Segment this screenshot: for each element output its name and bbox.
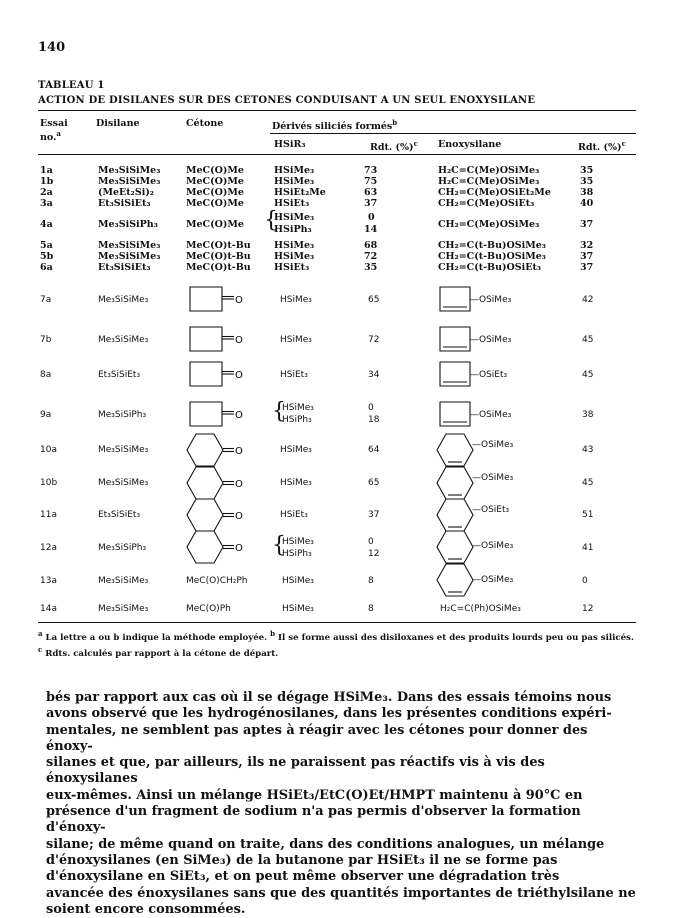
essai-cell: 6a xyxy=(40,262,53,273)
disilane-cell: Me₃SiSiMe₃ xyxy=(98,335,149,345)
hsir3-cell: HSiMe₃ xyxy=(274,251,315,262)
rdt2-cell: 51 xyxy=(582,510,594,520)
disilane-cell: Et₃SiSiEt₃ xyxy=(98,262,151,273)
header-hsir3: HSiR₃ xyxy=(274,139,306,150)
cetone-cell: MeC(O)t-Bu xyxy=(186,251,251,262)
enoxy-group-cell: —OSiMe₃ xyxy=(470,335,512,345)
disilane-cell: Me₃SiSiPh₃ xyxy=(98,219,158,230)
hsir3-cell: HSiEt₃ xyxy=(280,510,308,520)
rdt2-cell: 43 xyxy=(582,445,594,455)
rdt2-cell: 32 xyxy=(580,240,594,251)
body-line: silanes et que, par ailleurs, ils ne paraissent pas réactifs vis à vis des énoxysilanes xyxy=(46,755,545,787)
cyclopentanone-structure xyxy=(184,396,264,432)
essai-cell: 3a xyxy=(40,198,53,209)
rdt1-cell: 37 xyxy=(368,510,380,520)
rdt2-cell: 37 xyxy=(580,262,594,273)
ketone-oxygen: O xyxy=(235,295,243,306)
disilane-cell: Me₃SiSiMe₃ xyxy=(98,445,149,455)
rdt1-cell: 73 xyxy=(364,165,378,176)
ketone-oxygen: O xyxy=(235,479,243,490)
rdt2-cell: 37 xyxy=(580,251,594,262)
essai-cell: 2a xyxy=(40,187,53,198)
disilane-cell: Et₃SiSiEt₃ xyxy=(98,198,151,209)
hsir3-cell: HSiEt₃ xyxy=(280,370,308,380)
rdt1-cell: 65 xyxy=(368,478,380,488)
cetone-cell: MeC(O)t-Bu xyxy=(186,240,251,251)
hsir3-cell: HSiEt₃ xyxy=(274,262,310,273)
rdt2-cell: 45 xyxy=(582,370,594,380)
hsir3-cell: HSiEt₃ xyxy=(274,198,310,209)
rdt1-cell: 0 xyxy=(368,212,375,223)
header-rdt2: Rdt. (%)$^c$ xyxy=(578,139,626,154)
disilane-cell: Me₃SiSiPh₃ xyxy=(98,543,147,553)
rdt2-cell: 12 xyxy=(582,604,594,614)
enoxy-cell: H₂C=C(Ph)OSiMe₃ xyxy=(440,604,521,614)
body-line: d'énoxysilanes (en SiMe₃) de la butanone par HSiEt₃ il ne se forme pas xyxy=(46,852,558,868)
header-subrule xyxy=(270,133,636,134)
hsir3-cell: HSiMe₃ xyxy=(274,212,315,223)
ketone-oxygen: O xyxy=(235,446,243,457)
enoxy-cell: CH₂=C(t-Bu)OSiMe₃ xyxy=(438,240,546,251)
rdt2-cell: 35 xyxy=(580,165,594,176)
enoxy-group-cell: —OSiMe₃ xyxy=(472,440,514,450)
cetone-cell: MeC(O)Me xyxy=(186,198,244,209)
disilane-cell: Me₃SiSiMe₃ xyxy=(98,604,149,614)
cetone-cell: MeC(O)Me xyxy=(186,176,244,187)
header-cetone: Cétone xyxy=(186,118,224,129)
rdt1-cell: 0 xyxy=(368,537,374,547)
ketone-oxygen: O xyxy=(235,410,243,421)
rdt2-cell: 42 xyxy=(582,295,594,305)
ketone-oxygen: O xyxy=(235,335,243,346)
ketone-oxygen: O xyxy=(235,511,243,522)
disilane-cell: Et₃SiSiEt₃ xyxy=(98,370,141,380)
rdt2-cell: 41 xyxy=(582,543,594,553)
disilane-cell: Me₃SiSiMe₃ xyxy=(98,165,161,176)
rdt1-cell: 72 xyxy=(364,251,378,262)
rdt1-cell: 37 xyxy=(364,198,378,209)
essai-cell: 4a xyxy=(40,219,53,230)
header-essai-no: no.$^a$ xyxy=(40,129,61,144)
essai-cell: 5b xyxy=(40,251,54,262)
rdt1-cell: 68 xyxy=(364,240,378,251)
body-line: mentales, ne semblent pas aptes à réagir avec les cétones pour donner des énoxy- xyxy=(46,722,588,754)
body-line: d'énoxysilane en SiEt₃, et on peut même observer une dégradation très xyxy=(46,869,560,885)
rdt1-cell: 8 xyxy=(368,576,374,586)
rdt1-cell: 72 xyxy=(368,335,380,345)
ketone-oxygen: O xyxy=(235,370,243,381)
table-title: ACTION DE DISILANES SUR DES CETONES CONDUISANT A UN SEUL ENOXYSILANE xyxy=(38,95,536,106)
hsir3-cell: HSiMe₃ xyxy=(274,165,315,176)
rdt1-cell: 35 xyxy=(364,262,378,273)
cyclopentanone-structure xyxy=(184,321,264,357)
rdt2-cell: 38 xyxy=(580,187,594,198)
table-footnotes: $^a$ La lettre a ou b indique la méthode employée. $^b$ Il se forme aussi des disiloxanes et des produits lourds peu ou pas silicés. $^c$ Rdts. calculés par rapport à la cétone de départ. xyxy=(38,629,634,659)
hsir3-cell: HSiMe₃ xyxy=(282,537,314,547)
rdt1-cell: 14 xyxy=(364,224,378,235)
body-line: soient encore consommées. xyxy=(46,901,246,917)
essai-cell: 8a xyxy=(40,370,52,380)
header-derives: Dérivés siliciés formés$^b$ xyxy=(272,118,398,133)
enoxy-group-cell: —OSiMe₃ xyxy=(472,541,514,551)
hsir3-cell: HSiMe₃ xyxy=(282,576,314,586)
cyclopentene-enoxy-structure xyxy=(434,396,474,432)
header-disilane: Disilane xyxy=(96,118,140,129)
header-rdt1: Rdt. (%)$^c$ xyxy=(370,139,418,154)
hsir3-cell: HSiMe₃ xyxy=(274,176,315,187)
rdt1-cell: 75 xyxy=(364,176,378,187)
rdt2-cell: 45 xyxy=(582,478,594,488)
cyclopentanone-structure xyxy=(184,281,264,317)
enoxy-cell: CH₂=C(Me)OSiEt₂Me xyxy=(438,187,551,198)
rdt1-cell: 8 xyxy=(368,604,374,614)
rdt1-cell: 63 xyxy=(364,187,378,198)
cyclopentanone-structure xyxy=(184,356,264,392)
cyclopentene-enoxy-structure xyxy=(434,281,474,317)
brace-icon: { xyxy=(272,399,286,424)
essai-cell: 11a xyxy=(40,510,57,520)
header-enoxysilane: Enoxysilane xyxy=(438,139,502,150)
body-line: bés par rapport aux cas où il se dégage HSiMe₃. Dans des essais témoins nous xyxy=(46,690,612,705)
table-header-rule xyxy=(38,154,636,155)
cetone-cell: MeC(O)Me xyxy=(186,187,244,198)
rdt1-cell: 12 xyxy=(368,549,380,559)
essai-cell: 7b xyxy=(40,335,52,345)
brace-icon: { xyxy=(264,208,278,233)
body-line: présence d'un fragment de sodium n'a pas permis d'observer la formation d'énoxy- xyxy=(46,804,581,836)
essai-cell: 14a xyxy=(40,604,57,614)
hsir3-cell: HSiMe₃ xyxy=(280,445,312,455)
disilane-cell: (MeEt₂Si)₂ xyxy=(98,187,154,198)
rdt1-cell: 34 xyxy=(368,370,380,380)
ketone-oxygen: O xyxy=(235,543,243,554)
cyclohexanone-structure xyxy=(184,527,264,567)
disilane-cell: Et₃SiSiEt₃ xyxy=(98,510,141,520)
body-paragraph xyxy=(46,690,636,918)
cetone-cell: MeC(O)CH₂Ph xyxy=(186,576,248,586)
disilane-cell: Me₃SiSiMe₃ xyxy=(98,295,149,305)
essai-cell: 1b xyxy=(40,176,54,187)
essai-cell: 10b xyxy=(40,478,58,488)
rdt2-cell: 45 xyxy=(582,335,594,345)
rdt2-cell: 0 xyxy=(582,576,588,586)
body-line: avons observé que les hydrogénosilanes, dans les présentes conditions expéri- xyxy=(46,706,612,722)
disilane-cell: Me₃SiSiMe₃ xyxy=(98,478,149,488)
cyclopentene-enoxy-structure xyxy=(434,356,474,392)
table-bottom-rule xyxy=(38,622,636,623)
essai-cell: 7a xyxy=(40,295,52,305)
page-number: 140 xyxy=(38,40,66,55)
rdt1-cell: 65 xyxy=(368,295,380,305)
body-line: avancée des énoxysilanes sans que des quantités importantes de triéthylsilane ne xyxy=(46,885,636,901)
rdt2-cell: 37 xyxy=(580,219,594,230)
disilane-cell: Me₃SiSiMe₃ xyxy=(98,576,149,586)
body-line: silane; de même quand on traite, dans des conditions analogues, un mélange xyxy=(46,836,605,852)
table-caption: TABLEAU 1 xyxy=(38,80,105,91)
cyclopentene-enoxy-structure xyxy=(434,321,474,357)
hsir3-cell: HSiMe₃ xyxy=(282,403,314,413)
hsir3-cell: HSiMe₃ xyxy=(280,478,312,488)
essai-cell: 1a xyxy=(40,165,53,176)
essai-cell: 5a xyxy=(40,240,53,251)
body-line: eux-mêmes. Ainsi un mélange HSiEt₃/EtC(O)Et/HMPT maintenu à 90°C en xyxy=(46,787,583,803)
hsir3-cell: HSiMe₃ xyxy=(280,295,312,305)
rdt2-cell: 35 xyxy=(580,176,594,187)
enoxy-group-cell: —OSiEt₃ xyxy=(470,370,508,380)
hsir3-cell: HSiEt₂Me xyxy=(274,187,326,198)
hsir3-cell: HSiPh₃ xyxy=(274,224,312,235)
cetone-cell: MeC(O)Me xyxy=(186,165,244,176)
enoxy-cell: CH₂=C(Me)OSiEt₃ xyxy=(438,198,535,209)
rdt2-cell: 38 xyxy=(582,410,594,420)
essai-cell: 10a xyxy=(40,445,57,455)
hsir3-cell: HSiMe₃ xyxy=(282,604,314,614)
cetone-cell: MeC(O)t-Bu xyxy=(186,262,251,273)
essai-cell: 13a xyxy=(40,576,57,586)
essai-cell: 9a xyxy=(40,410,52,420)
table-top-rule xyxy=(38,110,636,111)
enoxy-cell: H₂C=C(Me)OSiMe₃ xyxy=(438,165,540,176)
enoxy-cell: CH₂=C(Me)OSiMe₃ xyxy=(438,219,540,230)
rdt1-cell: 0 xyxy=(368,403,374,413)
rdt1-cell: 18 xyxy=(368,415,380,425)
enoxy-cell: CH₂=C(t-Bu)OSiMe₃ xyxy=(438,251,546,262)
header-essai: Essai xyxy=(40,118,68,129)
rdt2-cell: 40 xyxy=(580,198,594,209)
enoxy-group-cell: —OSiMe₃ xyxy=(472,575,514,585)
disilane-cell: Me₃SiSiMe₃ xyxy=(98,240,161,251)
enoxy-group-cell: —OSiMe₃ xyxy=(470,410,512,420)
cetone-cell: MeC(O)Me xyxy=(186,219,244,230)
hsir3-cell: HSiPh₃ xyxy=(282,415,312,425)
enoxy-group-cell: —OSiEt₃ xyxy=(472,505,510,515)
hsir3-cell: HSiPh₃ xyxy=(282,549,312,559)
enoxy-cell: CH₂=C(t-Bu)OSiEt₃ xyxy=(438,262,542,273)
essai-cell: 12a xyxy=(40,543,57,553)
enoxy-group-cell: —OSiMe₃ xyxy=(472,473,514,483)
enoxy-cell: H₂C=C(Me)OSiMe₃ xyxy=(438,176,540,187)
cetone-cell: MeC(O)Ph xyxy=(186,604,231,614)
disilane-cell: Me₃SiSiMe₃ xyxy=(98,251,161,262)
disilane-cell: Me₃SiSiPh₃ xyxy=(98,410,147,420)
disilane-cell: Me₃SiSiMe₃ xyxy=(98,176,161,187)
hsir3-cell: HSiMe₃ xyxy=(280,335,312,345)
rdt1-cell: 64 xyxy=(368,445,380,455)
enoxy-group-cell: —OSiMe₃ xyxy=(470,295,512,305)
hsir3-cell: HSiMe₃ xyxy=(274,240,315,251)
brace-icon: { xyxy=(272,533,286,558)
